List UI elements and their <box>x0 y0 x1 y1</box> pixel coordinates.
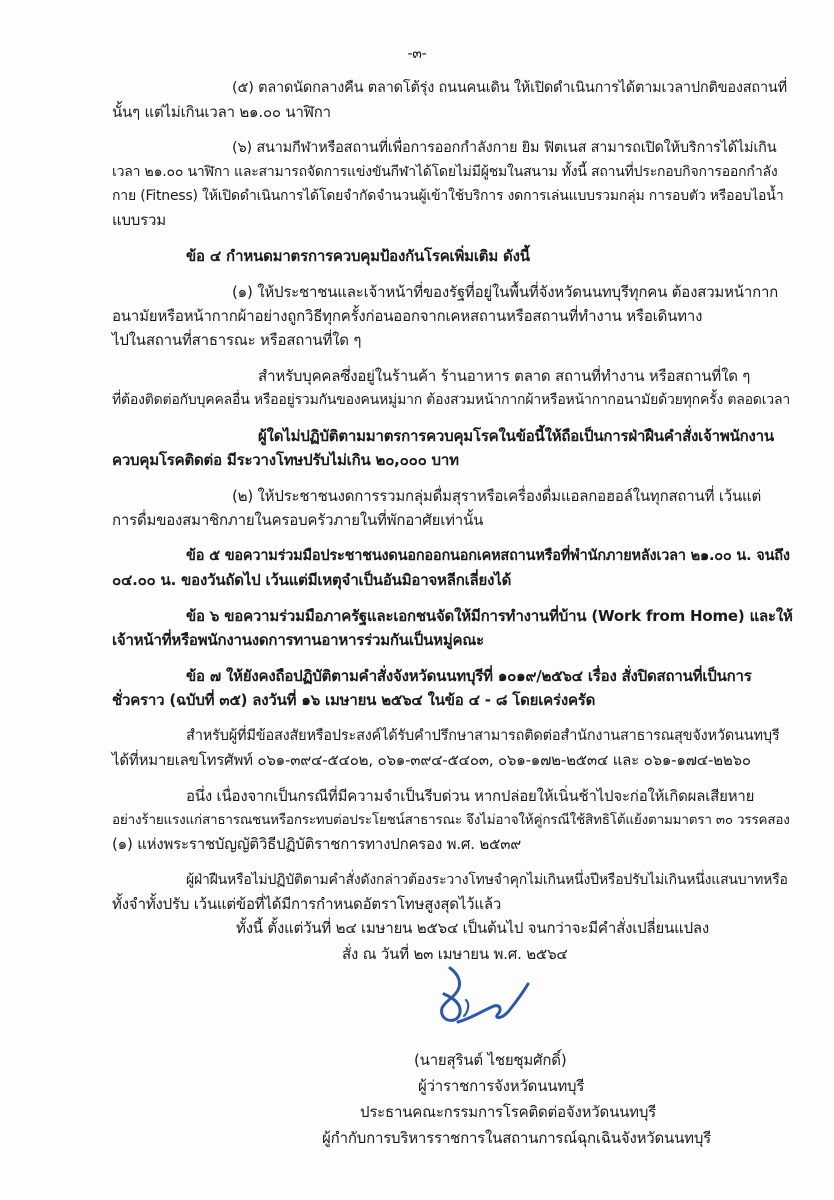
paragraph-line: สำหรับผู้ที่มีข้อสงสัยหรือประสงค์ได้รับคำปรึกษาสามารถติดต่อสำนักงานสาธารณสุขจังหวัดนนทบุรี <box>186 728 780 744</box>
signatory-position: ผู้ว่าราชการจังหวัดนนทบุรี <box>418 1077 585 1095</box>
paragraph-line: ไปในสถานที่สาธารณะ หรือสถานที่ใด ๆ <box>112 331 362 349</box>
paragraph-line: กาย (Fitness) ให้เปิดดำเนินการได้โดยจำกัดจำนวนผู้เข้าใช้บริการ งดการเล่นแบบรวมกลุ่ม การอบตัว หรืออบไอน้ำ <box>112 188 784 204</box>
phone-numbers: ได้ที่หมายเลขโทรศัพท์ ๐๖๑-๓๙๔-๕๔๐๒, ๐๖๑-๓๙๔-๕๔๐๓, ๐๖๑-๑๗๒-๒๕๓๔ และ ๐๖๑-๑๗๔-๒๒๖๐ <box>112 751 751 769</box>
paragraph-line: นั้นๆ แต่ไม่เกินเวลา ๒๑.๐๐ นาฬิกา <box>112 103 331 121</box>
signatory-position: ผู้กำกับการบริหารราชการในสถานการณ์ฉุกเฉินจังหวัดนนทบุรี <box>322 1129 712 1147</box>
clause-heading: ข้อ ๕ ขอความร่วมมือประชาชนงดนอกออกนอกเคหสถานหรือที่พำนักภายหลังเวลา ๒๑.๐๐ น. จนถึง <box>186 548 790 564</box>
paragraph-line: อนามัยหรือหน้ากากผ้าอย่างถูกวิธีทุกครั้งก่อนออกจากเคหสถานหรือสถานที่ทำงาน หรือเดินทาง <box>112 307 703 325</box>
paragraph-line: ที่ต้องติดต่อกับบุคคลอื่น หรืออยู่รวมกันของคนหมู่มาก ต้องสวมหน้ากากผ้าหรือหน้ากากอนามัยด้วยทุกครั้ง ตลอดเวลา <box>112 392 790 408</box>
paragraph-line: (๕) ตลาดนัดกลางคืน ตลาดโต้รุ่ง ถนนคนเดิน ให้เปิดดำเนินการได้ตามเวลาปกติของสถานที่ <box>232 80 788 96</box>
paragraph-line: สำหรับบุคคลซึ่งอยู่ในร้านค้า ร้านอาหาร ตลาด สถานที่ทำงาน หรือสถานที่ใด ๆ <box>258 367 751 385</box>
signatory-position: ประธานคณะกรรมการโรคติดต่อจังหวัดนนทบุรี <box>360 1103 657 1121</box>
penalty-line: ผู้ใดไม่ปฏิบัติตามมาตรการควบคุมโรคในข้อนี้ให้ถือเป็นการฝ่าฝืนคำสั่งเจ้าพนักงาน <box>258 427 774 445</box>
clause-heading: ข้อ ๖ ขอความร่วมมือภาครัฐและเอกชนจัดให้มีการทำงานที่บ้าน (Work from Home) และให้ <box>186 607 793 625</box>
paragraph-line: (๖) สนามกีฬาหรือสถานที่เพื่อการออกกำลังกาย ยิม ฟิตเนส สามารถเปิดให้บริการได้ไม่เกิน <box>232 140 777 156</box>
clause-heading: ๐๔.๐๐ น. ของวันถัดไป เว้นแต่มีเหตุจำเป็นอันมิอาจหลีกเลี่ยงได้ <box>112 571 512 589</box>
clause-heading: ข้อ ๔ กำหนดมาตรการควบคุมป้องกันโรคเพิ่มเติม ดังนี้ <box>186 247 530 265</box>
clause-heading: เจ้าหน้าที่หรือพนักงานงดการทานอาหารร่วมกันเป็นหมู่คณะ <box>112 631 484 649</box>
page-number: -๓- <box>407 46 427 62</box>
clause-heading: ชั่วคราว (ฉบับที่ ๓๕) ลงวันที่ ๑๖ เมษายน ๒๕๖๔ ในข้อ ๔ - ๘ โดยเคร่งครัด <box>112 691 596 709</box>
paragraph-line: แบบรวม <box>112 211 166 229</box>
paragraph-line: อย่างร้ายแรงแก่สาธารณชนหรือกระทบต่อประโยชน์สาธารณะ จึงไม่อาจให้คู่กรณีใช้สิทธิโต้แย้งตามมาตรา ๓๐ วรรคสอง <box>112 812 790 828</box>
paragraph-line: การดื่มของสมาชิกภายในครอบครัวภายในที่พักอาศัยเท่านั้น <box>112 511 484 529</box>
penalty-line: ควบคุมโรคติดต่อ มีระวางโทษปรับไม่เกิน ๒๐,๐๐๐ บาท <box>112 451 459 469</box>
effective-date: ทั้งนี้ ตั้งแต่วันที่ ๒๔ เมษายน ๒๕๖๔ เป็นต้นไป จนกว่าจะมีคำสั่งเปลี่ยนแปลง <box>236 919 710 937</box>
paragraph-line: ผู้ฝ่าฝืนหรือไม่ปฏิบัติตามคำสั่งดังกล่าวต้องระวางโทษจำคุกไม่เกินหนึ่งปีหรือปรับไม่เกินหนึ่งแสนบาทหรือ <box>186 872 788 888</box>
handwritten-signature <box>428 960 538 1032</box>
paragraph-line: (๑) แห่งพระราชบัญญัติวิธีปฏิบัติราชการทางปกครอง พ.ศ. ๒๕๓๙ <box>112 835 522 853</box>
order-date: สั่ง ณ วันที่ ๒๓ เมษายน พ.ศ. ๒๕๖๔ <box>342 945 568 963</box>
signatory-name: (นายสุรินต์ ไชยชุมศักดิ์) <box>414 1051 567 1069</box>
clause-heading: ข้อ ๗ ให้ยังคงถือปฏิบัติตามคำสั่งจังหวัดนนทบุรีที่ ๑๐๑๙/๒๕๖๔ เรื่อง สั่งปิดสถานที่เป็นการ <box>186 667 752 685</box>
paragraph-line: (๑) ให้ประชาชนและเจ้าหน้าที่ของรัฐที่อยู่ในพื้นที่จังหวัดนนทบุรีทุกคน ต้องสวมหน้ากาก <box>232 283 779 301</box>
paragraph-line: ทั้งจำทั้งปรับ เว้นแต่ข้อที่ได้มีการกำหนดอัตราโทษสูงสุดไว้แล้ว <box>112 895 502 913</box>
paragraph-line: เวลา ๒๑.๐๐ นาฬิกา และสามารถจัดการแข่งขันกีฬาได้โดยไม่มีผู้ชมในสนาม ทั้งนี้ สถานที่ประกอบกิจการออกกำลัง <box>112 164 778 180</box>
paragraph-line: อนึ่ง เนื่องจากเป็นกรณีที่มีความจำเป็นรีบด่วน หากปล่อยให้เนิ่นช้าไปจะก่อให้เกิดผลเสียหาย <box>186 787 755 805</box>
paragraph-line: (๒) ให้ประชาชนงดการรวมกลุ่มดื่มสุราหรือเครื่องดื่มแอลกอฮอล์ในทุกสถานที่ เว้นแต่ <box>232 487 762 505</box>
